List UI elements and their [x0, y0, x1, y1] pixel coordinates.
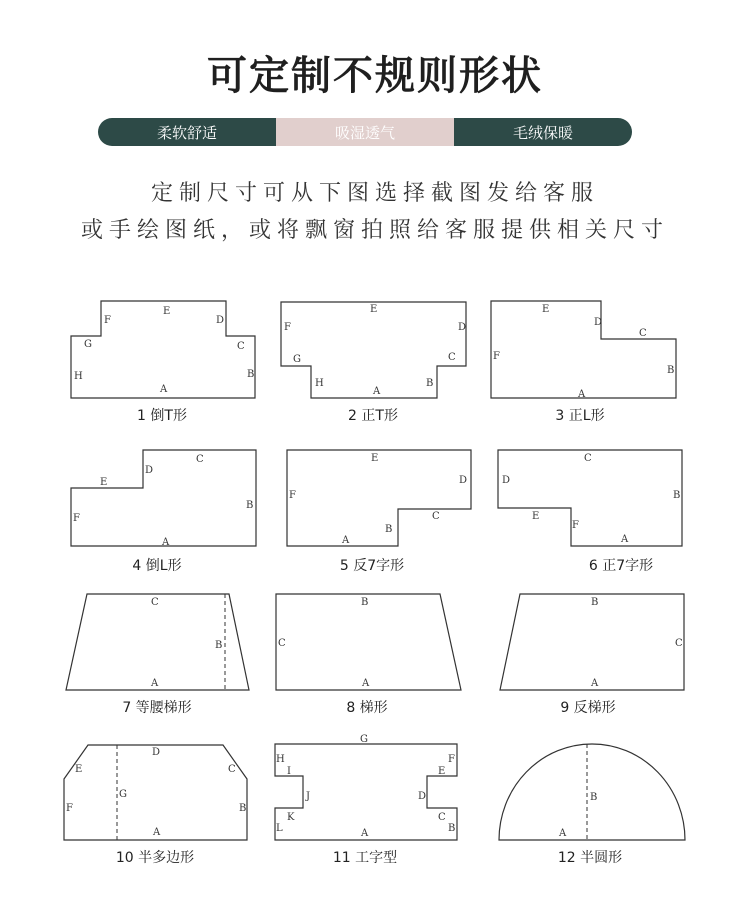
label-a: A [361, 828, 369, 839]
caption-2: 2 正T形 [348, 408, 398, 424]
label-h: H [315, 378, 324, 389]
label-e: E [163, 306, 171, 317]
label-d: D [216, 315, 225, 326]
label-g: G [293, 354, 301, 365]
label-e: E [438, 766, 446, 777]
label-d: D [459, 475, 468, 486]
caption-3: 3 正L形 [555, 408, 605, 424]
label-f: F [493, 351, 500, 362]
caption-12: 12 半圆形 [557, 850, 623, 866]
label-d: D [458, 322, 467, 333]
shape-semicircle [499, 744, 685, 866]
label-a: A [153, 827, 161, 838]
feature-soft: 柔软舒适 [98, 118, 276, 146]
label-c: C [639, 328, 647, 339]
label-g: G [119, 789, 127, 800]
caption-11: 11 工字型 [332, 850, 398, 866]
label-a: A [151, 678, 159, 689]
label-g: G [360, 734, 368, 745]
caption-4: 4 倒L形 [132, 558, 182, 574]
shape-isosceles-trapezoid [66, 594, 249, 716]
label-b: B [385, 524, 393, 535]
label-b: B [591, 597, 599, 608]
label-d: D [152, 747, 161, 758]
label-d: D [594, 317, 603, 328]
shape-i-beam [275, 734, 457, 866]
shape-upright-l [491, 301, 676, 424]
label-f: F [104, 315, 111, 326]
caption-8: 8 梯形 [346, 700, 388, 716]
feature-breathable: 吸湿透气 [276, 118, 454, 146]
label-c: C [151, 597, 159, 608]
instruction-line-2: 或手绘图纸，或将飘窗拍照给客服提供相关尺寸 [80, 218, 669, 243]
label-b: B [673, 490, 681, 501]
shape-inverted-l [71, 450, 256, 574]
label-e: E [100, 477, 108, 488]
label-b: B [361, 597, 369, 608]
label-c: C [448, 352, 456, 363]
label-b: B [246, 500, 254, 511]
label-a: A [160, 384, 168, 395]
label-b: B [448, 823, 456, 834]
page-title: 可定制不规则形状 [207, 52, 543, 99]
label-b: B [667, 365, 675, 376]
caption-6: 6 正7字形 [588, 558, 654, 574]
label-a: A [373, 386, 381, 397]
label-g: G [84, 339, 92, 350]
label-e: E [370, 304, 378, 315]
label-k: K [287, 812, 295, 823]
label-c: C [432, 511, 440, 522]
label-b: B [239, 803, 247, 814]
label-f: F [66, 803, 73, 814]
shape-upright-t [281, 302, 466, 424]
label-a: A [591, 678, 599, 689]
label-f: F [448, 754, 455, 765]
label-a: A [162, 537, 170, 548]
label-d: D [418, 791, 427, 802]
caption-10: 10 半多边形 [115, 850, 195, 866]
label-a: A [559, 828, 567, 839]
label-l: L [276, 823, 283, 834]
caption-7: 7 等腰梯形 [122, 700, 192, 716]
shape-reverse-7 [287, 450, 471, 574]
label-e: E [75, 764, 83, 775]
caption-9: 9 反梯形 [560, 700, 616, 716]
shape-inverted-t [71, 301, 255, 424]
label-c: C [228, 764, 236, 775]
label-i: I [287, 766, 291, 777]
label-b: B [426, 378, 434, 389]
label-b: B [247, 369, 255, 380]
caption-1: 1 倒T形 [137, 408, 187, 424]
caption-5: 5 反7字形 [339, 558, 405, 574]
label-c: C [584, 453, 592, 464]
label-e: E [371, 453, 379, 464]
feature-warm: 毛绒保暖 [454, 118, 632, 146]
label-b: B [590, 792, 598, 803]
label-h: H [276, 754, 285, 765]
label-b: B [215, 640, 223, 651]
label-a: A [578, 389, 586, 400]
label-f: F [284, 322, 291, 333]
label-a: A [621, 534, 629, 545]
label-f: F [572, 520, 579, 531]
label-c: C [196, 454, 204, 465]
label-c: C [278, 638, 286, 649]
label-a: A [362, 678, 370, 689]
shape-reverse-trapezoid [500, 594, 684, 716]
label-j: J [306, 791, 311, 802]
label-c: C [237, 341, 245, 352]
shape-half-polygon [64, 745, 247, 866]
label-h: H [74, 371, 83, 382]
instruction-line-1: 定制尺寸可从下图选择截图发给客服 [150, 181, 599, 206]
label-d: D [502, 475, 511, 486]
label-a: A [342, 535, 350, 546]
label-e: E [542, 304, 550, 315]
label-f: F [73, 513, 80, 524]
label-d: D [145, 465, 154, 476]
shape-upright-7 [498, 450, 682, 574]
label-e: E [532, 511, 540, 522]
label-c: C [675, 638, 683, 649]
shape-trapezoid [276, 594, 461, 716]
label-c: C [438, 812, 446, 823]
label-f: F [289, 490, 296, 501]
